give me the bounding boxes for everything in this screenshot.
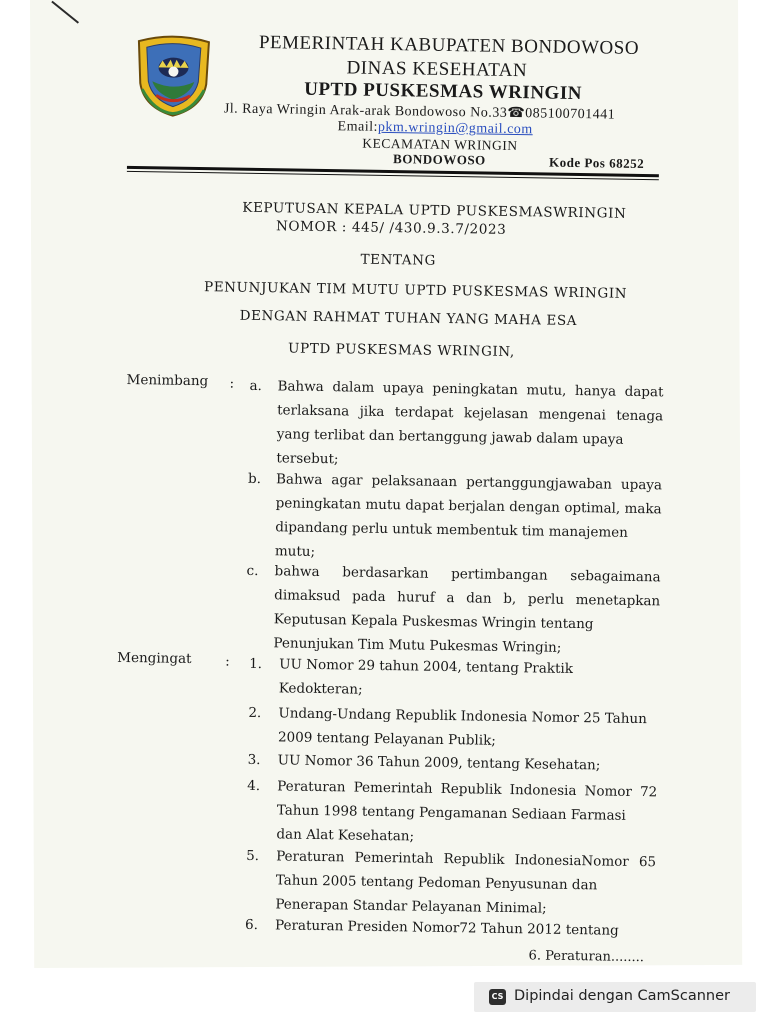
decree-heading: KEPUTUSAN KEPALA UPTD PUSKESMASWRINGIN xyxy=(242,199,627,222)
mengingat-marker-4: 4. xyxy=(247,777,261,795)
government-name: PEMERINTAH KABUPATEN BONDOWOSO xyxy=(258,31,640,59)
mengingat-marker-1: 1. xyxy=(249,655,263,673)
mengingat-item-5-text: Peraturan Pemerintah Republik IndonesiaNomor 65 Tahun 2005 tentang Pedoman Penyusunan dan xyxy=(275,848,657,894)
issuer: UPTD PUSKESMAS WRINGIN, xyxy=(287,340,515,361)
camscanner-label: Dipindai dengan CamScanner xyxy=(514,988,731,1004)
menimbang-item-a-last: tersebut; xyxy=(276,450,339,468)
mengingat-item-3-last: UU Nomor 36 Tahun 2009, tentang Kesehatan; xyxy=(277,752,601,774)
mengingat-item-1-last: Kedokteran; xyxy=(278,680,363,698)
mengingat-marker-5: 5. xyxy=(246,847,260,865)
unit-name: UPTD PUSKESMAS WRINGIN xyxy=(304,78,583,105)
mengingat-marker-3: 3. xyxy=(247,751,261,769)
street-address: Jl. Raya Wringin Arak-arak Bondowoso No.33 xyxy=(223,101,508,121)
mengingat-item-6-text: Peraturan Presiden Nomor72 Tahun 2012 tentang xyxy=(274,917,619,939)
district-name: KECAMATAN WRINGIN xyxy=(362,135,518,154)
menimbang-item-b-text: Bahwa agar pelaksanaan pertanggungjawaban upaya peningkatan mutu dapat berjalan dengan optimal, maka dipandang perlu untuk membentuk tim manajemen xyxy=(275,471,663,541)
bondowoso-emblem-icon xyxy=(132,33,215,118)
menimbang-marker-b: b. xyxy=(247,470,262,488)
mengingat-item-1-text: UU Nomor 29 tahun 2004, tentang Praktik xyxy=(279,656,574,677)
mengingat-item-6 xyxy=(275,913,655,943)
menimbang-item-b xyxy=(275,467,662,569)
mengingat-item-4-last: dan Alat Kesehatan; xyxy=(276,826,415,845)
postal-code: Kode Pos 68252 xyxy=(548,154,645,172)
mengingat-item-4-text: Peraturan Pemerintah Republik Indonesia Nomor 72 Tahun 1998 tentang Pengamanan Sediaan Farmasi xyxy=(276,778,658,824)
menimbang-item-a xyxy=(276,374,663,476)
mengingat-item-5 xyxy=(275,844,656,922)
menimbang-item-b-last: mutu; xyxy=(274,543,316,560)
phone-number: 085100701441 xyxy=(525,106,616,123)
invocation: DENGAN RAHMAT TUHAN YANG MAHA ESA xyxy=(239,307,578,330)
mengingat-colon: : xyxy=(225,653,230,670)
menimbang-item-c-text: bahwa berdasarkan pertimbangan sebagaimana dimaksud pada huruf a dan b, perlu menetapkan Keputusan Kepala Puskesmas Wringin tentang xyxy=(273,563,661,633)
camscanner-watermark xyxy=(474,982,756,1012)
pen-mark xyxy=(51,1,79,24)
about-label: TENTANG xyxy=(360,251,437,269)
mengingat-marker-2: 2. xyxy=(248,704,262,722)
camscanner-logo-icon: CS xyxy=(489,989,506,1005)
mengingat-item-4 xyxy=(276,774,657,852)
decree-subject: PENUNJUKAN TIM MUTU UPTD PUSKESMAS WRINGIN xyxy=(203,279,628,302)
mengingat-label: Mengingat xyxy=(117,649,192,667)
phone-icon: ☎ xyxy=(507,105,526,122)
mengingat-marker-6: 6. xyxy=(244,916,259,934)
mengingat-item-2-text: Undang-Undang Republik Indonesia Nomor 25 Tahun xyxy=(278,705,647,728)
decree-number: NOMOR : 445/ /430.9.3.7/2023 xyxy=(275,218,507,238)
email-label: Email: xyxy=(337,119,379,135)
menimbang-label: Menimbang xyxy=(126,371,209,390)
menimbang-item-c-last: Penunjukan Tim Mutu Pukesmas Wringin; xyxy=(273,635,562,656)
mengingat-item-1 xyxy=(279,652,660,706)
agency-name: DINAS KESEHATAN xyxy=(346,57,528,82)
mengingat-item-2 xyxy=(278,701,659,755)
mengingat-item-3 xyxy=(277,748,657,778)
email-link[interactable]: pkm.wringin@gmail.com xyxy=(377,119,533,138)
menimbang-item-a-text: Bahwa dalam upaya peningkatan mutu, hanya dapat terlaksana jika terdapat kejelasan mengenai tenaga yang terlibat dan bertanggung jawab dalam upaya xyxy=(276,378,664,448)
city-name: BONDOWOSO xyxy=(392,151,486,168)
menimbang-item-c xyxy=(273,559,660,661)
menimbang-marker-c: c. xyxy=(246,562,259,580)
menimbang-marker-a: a. xyxy=(249,377,262,395)
mengingat-item-5-last: Penerapan Standar Pelayanan Minimal; xyxy=(275,896,547,917)
mengingat-item-2-last: 2009 tentang Pelayanan Publik; xyxy=(277,729,496,749)
menimbang-colon: : xyxy=(229,375,235,392)
next-page-reference: 6. Peraturan........ xyxy=(528,948,645,966)
document-page xyxy=(22,0,745,974)
